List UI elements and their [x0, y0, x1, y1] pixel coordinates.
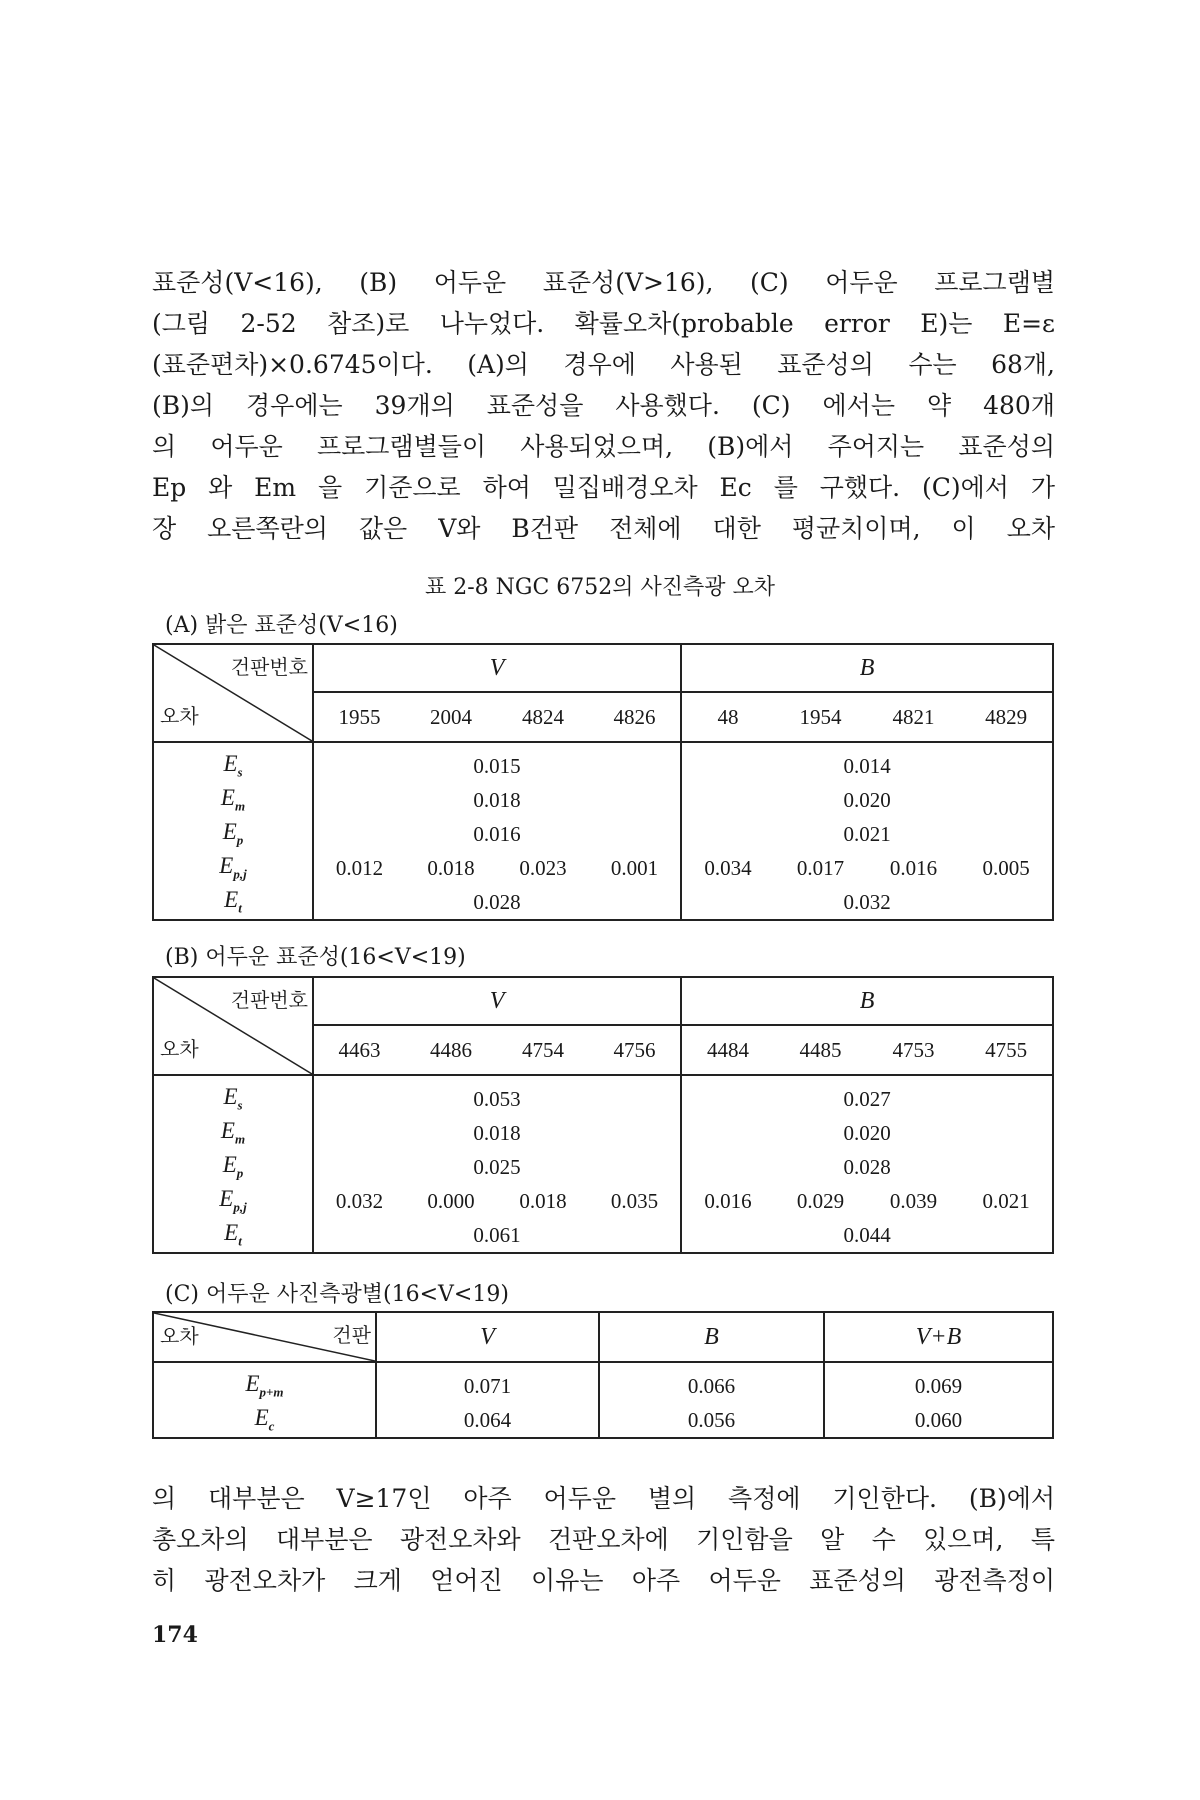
row-label-symbol: E: [245, 1371, 260, 1397]
row-label-subscript: p,j: [233, 866, 247, 882]
value-b: 0.044: [843, 1222, 891, 1247]
text-line: 표준성(V<16), (B) 어두운 표준성(V>16), (C) 어두운 프로그램별: [152, 268, 1055, 297]
plate-number: 4756: [589, 1025, 681, 1075]
value-b: 0.014: [843, 753, 891, 778]
plate-number: 4824: [497, 692, 589, 742]
row-label-symbol: E: [222, 1152, 237, 1178]
table-row: [153, 783, 1053, 817]
value-cell: 0.066: [599, 1362, 824, 1403]
value-cell: 0.016: [704, 1188, 752, 1213]
value-cell: 0.023: [519, 855, 567, 880]
value-v: 0.016: [313, 817, 681, 851]
row-label-subscript: m: [234, 1131, 246, 1147]
row-label: [153, 817, 313, 851]
value-cell: 0.032: [335, 1188, 384, 1213]
row-label-symbol: E: [224, 887, 239, 913]
row-label-symbol: E: [224, 1220, 239, 1246]
table-b: [152, 976, 1054, 1254]
plate-number: 4755: [960, 1025, 1053, 1075]
corner-header-cell: [153, 1312, 376, 1362]
row-label-symbol: E: [223, 1084, 238, 1110]
row-label-symbol: E: [254, 1405, 269, 1431]
table-row: [153, 1150, 1053, 1184]
table-c-caption: (C) 어두운 사진측광별(16<V<19): [165, 1282, 509, 1307]
value-v: 0.018: [313, 1116, 681, 1150]
text-line: (그림 2-52 참조)로 나누었다. 확률오차(probable error E)는 E=ε: [152, 309, 1055, 338]
table-row: [153, 742, 1053, 783]
corner-top-label: 건판번호: [230, 655, 308, 679]
value-cell: 0.039: [889, 1188, 938, 1213]
plate-number: 4829: [960, 692, 1053, 742]
corner-bottom-label: 오차: [160, 1324, 199, 1348]
plate-number: 4486: [405, 1025, 497, 1075]
row-label: [153, 1184, 313, 1218]
table-body: [153, 1075, 1053, 1253]
value-v: 0.015: [313, 742, 681, 783]
value-cell: 0.035: [589, 1184, 681, 1218]
row-label-subscript: p: [236, 832, 244, 848]
value-cell: 0.005: [982, 855, 1030, 880]
corner-header-cell: [153, 644, 313, 742]
corner-top-label: 건판: [332, 1323, 371, 1347]
row-label: [153, 1075, 313, 1116]
value-cell: 0.064: [376, 1403, 599, 1438]
text-line: 히 광전오차가 크게 얻어진 이유는 아주 어두운 표준성의 광전측정이: [152, 1566, 1055, 1595]
row-label: [153, 1116, 313, 1150]
row-label-subscript: p: [236, 1165, 244, 1181]
table-row: [153, 1116, 1053, 1150]
value-b: 0.027: [843, 1086, 891, 1111]
column-header: B: [599, 1312, 824, 1362]
row-label-subscript: m: [234, 798, 246, 814]
row-label-subscript: c: [268, 1418, 275, 1434]
value-cell: 0.056: [599, 1403, 824, 1438]
table-body: [153, 742, 1053, 920]
plate-number: 4754: [497, 1025, 589, 1075]
row-label: [153, 1150, 313, 1184]
plate-number: 4485: [774, 1025, 867, 1075]
row-label-subscript: s: [237, 1097, 243, 1113]
plate-number: 1954: [774, 692, 867, 742]
value-cell: 0.012: [335, 855, 384, 880]
text-line: 총오차의 대부분은 광전오차와 건판오차에 기인함을 알 수 있으며, 특: [152, 1525, 1055, 1554]
column-header: V+B: [824, 1312, 1053, 1362]
group-header-v: V: [313, 977, 681, 1025]
table-body: [153, 1362, 1053, 1438]
plate-number: 4484: [681, 1025, 774, 1075]
table-row: [153, 1075, 1053, 1116]
row-label-subscript: p+m: [259, 1384, 284, 1400]
row-label: [153, 885, 313, 920]
text-line: 장 오른쪽란의 값은 V와 B건판 전체에 대한 평균치이며, 이 오차: [152, 514, 1055, 543]
row-label-subscript: s: [237, 764, 243, 780]
value-cell: 0.000: [427, 1188, 475, 1213]
corner-bottom-label: 오차: [160, 1037, 199, 1061]
value-b: 0.032: [843, 889, 891, 914]
value-cell: 0.029: [796, 1188, 845, 1213]
value-v: 0.018: [313, 783, 681, 817]
top-paragraph: [152, 262, 1055, 549]
value-b: 0.028: [843, 1154, 891, 1179]
row-label-symbol: E: [220, 785, 235, 811]
row-label: [153, 742, 313, 783]
value-cell: 0.060: [914, 1407, 963, 1432]
table-b-caption: (B) 어두운 표준성(16<V<19): [165, 945, 466, 970]
plate-number: 48: [681, 692, 774, 742]
row-label-subscript: t: [238, 900, 242, 916]
value-b: 0.020: [843, 1120, 891, 1145]
text-line: 의 어두운 프로그램별들이 사용되었으며, (B)에서 주어지는 표준성의: [152, 432, 1055, 461]
plate-number: 4753: [867, 1025, 960, 1075]
plate-number: 4463: [313, 1025, 405, 1075]
table-row: [153, 817, 1053, 851]
value-cell: 0.001: [589, 851, 681, 885]
plate-number: 2004: [405, 692, 497, 742]
row-label-symbol: E: [219, 1186, 234, 1212]
value-cell: 0.018: [427, 855, 475, 880]
row-label: [153, 1218, 313, 1253]
row-label-subscript: t: [238, 1233, 242, 1249]
header-row: [153, 644, 1053, 692]
header-row: [153, 977, 1053, 1025]
row-label-symbol: E: [223, 751, 238, 777]
value-b: 0.021: [843, 821, 891, 846]
value-v: 0.053: [313, 1075, 681, 1116]
value-cell: 0.071: [376, 1362, 599, 1403]
corner-bottom-label: 오차: [160, 704, 199, 728]
page-number: 174: [152, 1622, 198, 1648]
text-line: Ep 와 Em 을 기준으로 하여 밀집배경오차 Ec 를 구했다. (C)에서 가: [152, 473, 1055, 502]
value-cell: 0.016: [889, 855, 938, 880]
row-label-subscript: p,j: [233, 1199, 247, 1215]
value-b: 0.020: [843, 787, 891, 812]
plate-number: 4821: [867, 692, 960, 742]
plate-number: 1955: [313, 692, 405, 742]
row-label-symbol: E: [219, 853, 234, 879]
column-header: V: [376, 1312, 599, 1362]
table-row: [153, 1184, 1053, 1218]
row-label: [153, 1362, 376, 1403]
row-label: [153, 1403, 376, 1438]
group-header-v: V: [313, 644, 681, 692]
group-header-b: B: [681, 644, 1053, 692]
table-row: [153, 1218, 1053, 1253]
text-line: (B)의 경우에는 39개의 표준성을 사용했다. (C) 에서는 약 480개: [152, 391, 1055, 420]
value-cell: 0.018: [519, 1188, 567, 1213]
plate-number: 4826: [589, 692, 681, 742]
table-row: [153, 1403, 1053, 1438]
table-row: [153, 851, 1053, 885]
value-cell: 0.021: [982, 1188, 1030, 1213]
table-row: [153, 885, 1053, 920]
table-row: [153, 1362, 1053, 1403]
row-label-symbol: E: [220, 1118, 235, 1144]
table-a: [152, 643, 1054, 921]
corner-top-label: 건판번호: [230, 988, 308, 1012]
table-c: [152, 1311, 1054, 1439]
value-v: 0.025: [313, 1150, 681, 1184]
table-title: 표 2-8 NGC 6752의 사진측광 오차: [424, 575, 776, 600]
table-a-caption: (A) 밝은 표준성(V<16): [165, 613, 398, 638]
text-line: (표준편차)×0.6745이다. (A)의 경우에 사용된 표준성의 수는 68개,: [152, 350, 1055, 379]
value-v: 0.061: [313, 1218, 681, 1253]
value-cell: 0.069: [914, 1373, 963, 1398]
value-cell: 0.034: [704, 855, 752, 880]
row-label-symbol: E: [222, 819, 237, 845]
header-row: [153, 1312, 1053, 1362]
row-label: [153, 783, 313, 817]
corner-header-cell: [153, 977, 313, 1075]
row-label: [153, 851, 313, 885]
value-cell: 0.017: [796, 855, 845, 880]
value-v: 0.028: [313, 885, 681, 920]
text-line: 의 대부분은 V≥17인 아주 어두운 별의 측정에 기인한다. (B)에서: [152, 1484, 1055, 1513]
group-header-b: B: [681, 977, 1053, 1025]
bottom-paragraph: [152, 1478, 1055, 1601]
